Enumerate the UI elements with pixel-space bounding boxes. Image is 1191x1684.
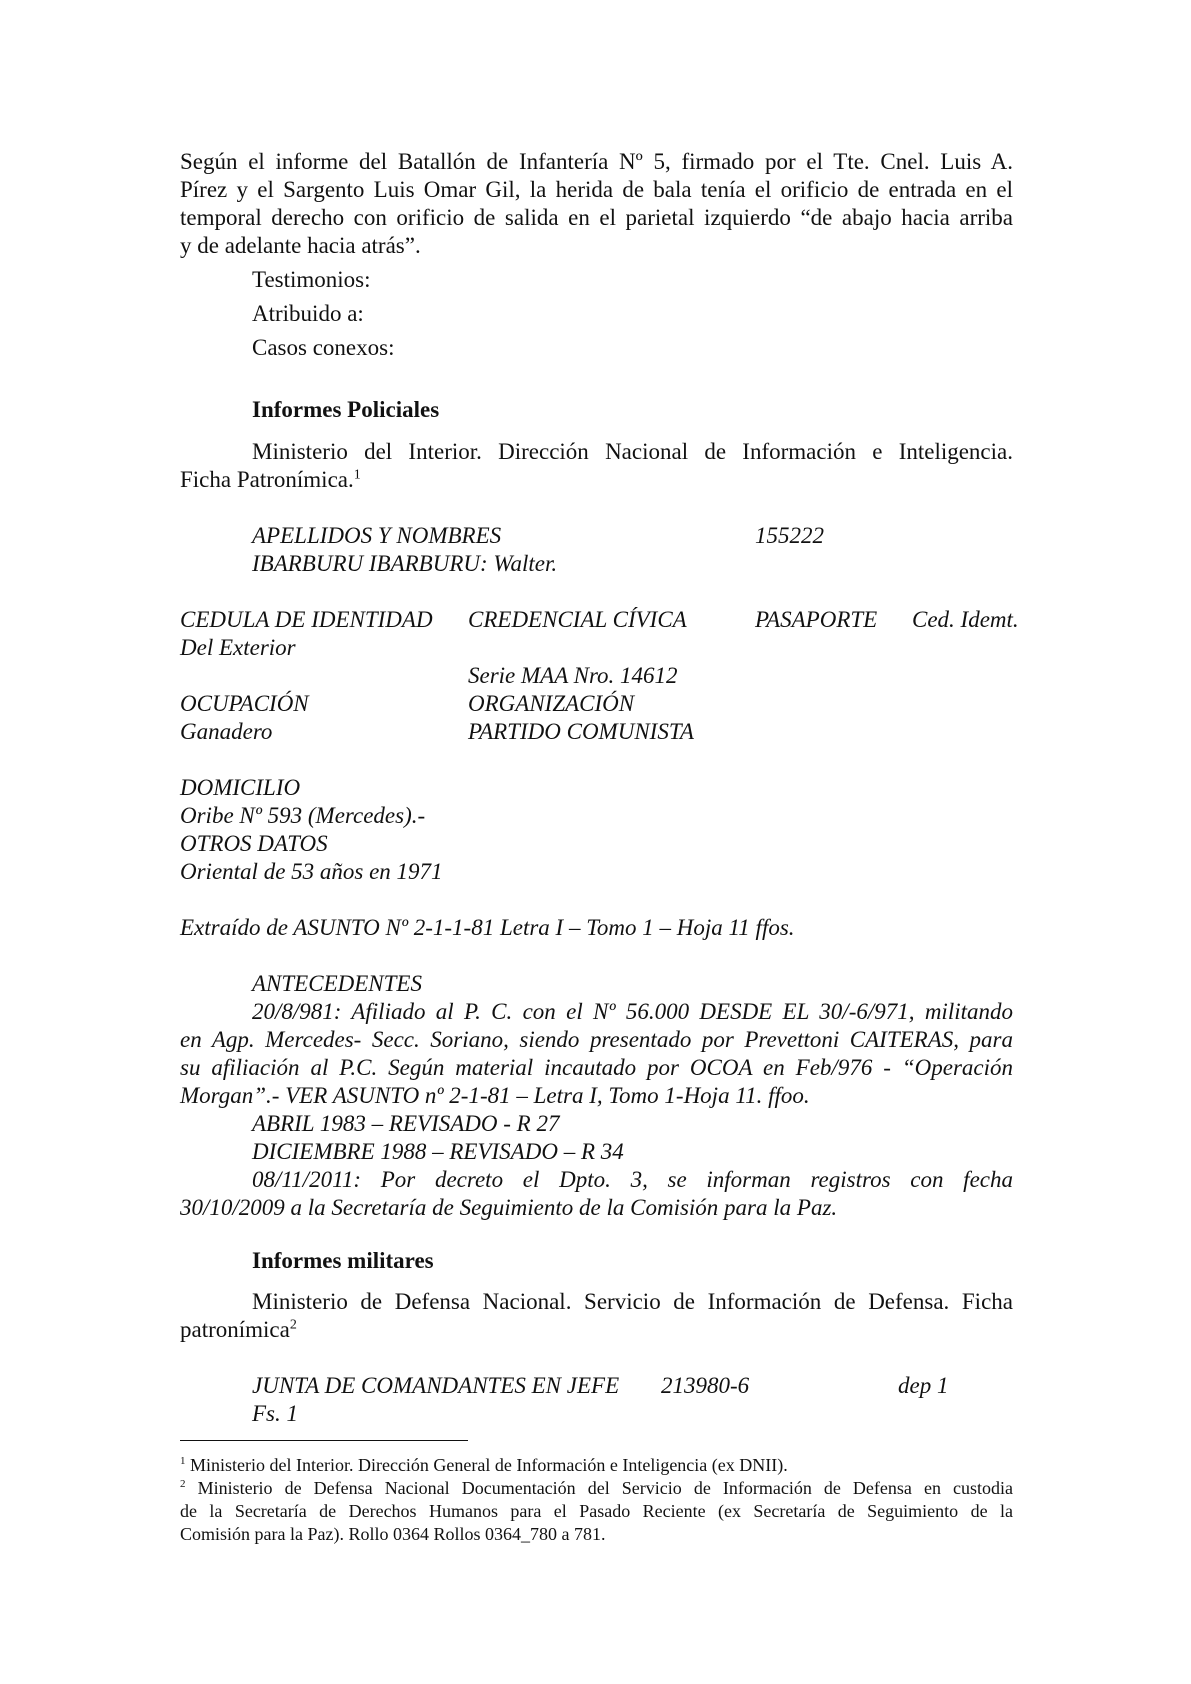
- organizacion-label: ORGANIZACIÓN: [468, 691, 635, 716]
- document-page: [180, 0, 1019, 1684]
- atribuido-label: Atribuido a:: [252, 301, 364, 326]
- footnote-1-mark: 1: [180, 1455, 186, 1467]
- footnote-2-line-2: de la Secretaría de Derechos Humanos para el Pasado Reciente (ex Secretaría de Seguimiento de la: [180, 1501, 1013, 1521]
- footnote-2-mark: 2: [180, 1478, 186, 1490]
- otros-datos-label: OTROS DATOS: [180, 831, 328, 856]
- policiales-intro-line-2: [180, 468, 361, 491]
- footnote-ref-1[interactable]: 1: [353, 467, 361, 483]
- organizacion-value: PARTIDO COMUNISTA: [468, 719, 694, 744]
- footnote-2-text-1: Ministerio de Defensa Nacional Documentación del Servicio de Información de Defensa en custodia: [197, 1478, 1013, 1498]
- otros-datos-value: Oriental de 53 años en 1971: [180, 859, 443, 884]
- casos-conexos-label: Casos conexos:: [252, 335, 395, 360]
- antecedentes-line-2: en Agp. Mercedes- Secc. Soriano, siendo presentado por Prevettoni CAITERAS, para: [180, 1027, 1013, 1052]
- militares-heading: Informes militares: [252, 1248, 434, 1273]
- intro-line-1: Según el informe del Batallón de Infantería Nº 5, firmado por el Tte. Cnel. Luis A.: [180, 149, 1013, 174]
- testimonios-label: Testimonios:: [252, 267, 371, 292]
- revisado-1983: ABRIL 1983 – REVISADO - R 27: [252, 1111, 560, 1136]
- credencial-label: CREDENCIAL CÍVICA: [468, 607, 687, 632]
- footnote-1: [180, 1456, 788, 1474]
- junta-label: JUNTA DE COMANDANTES EN JEFE: [252, 1373, 620, 1398]
- decreto-line-2: 30/10/2009 a la Secretaría de Seguimiento de la Comisión para la Paz.: [180, 1195, 838, 1220]
- ocupacion-value: Ganadero: [180, 719, 273, 744]
- ced-idemt-label: Ced. Idemt.: [912, 607, 1019, 632]
- antecedentes-line-3: su afiliación al P.C. Según material incautado por OCOA en Feb/976 - “Operación: [180, 1055, 1013, 1080]
- intro-line-4: y de adelante hacia atrás”.: [180, 233, 421, 258]
- junta-number: 213980-6: [661, 1373, 750, 1398]
- extraido-line: Extraído de ASUNTO Nº 2-1-1-81 Letra I – Tomo 1 – Hoja 11 ffos.: [180, 915, 795, 940]
- footnote-separator: [180, 1440, 468, 1441]
- person-name: IBARBURU IBARBURU: Walter.: [252, 551, 558, 576]
- footnote-ref-2[interactable]: 2: [289, 1317, 297, 1333]
- militares-intro-line-2: [180, 1318, 297, 1341]
- footnote-2-line-1: [180, 1479, 1013, 1497]
- antecedentes-line-1: 20/8/981: Afiliado al P. C. con el Nº 56.000 DESDE EL 30/-6/971, militando: [252, 999, 1013, 1024]
- policiales-heading: Informes Policiales: [252, 397, 440, 422]
- domicilio-label: DOMICILIO: [180, 775, 301, 800]
- ficha-number: 155222: [755, 523, 824, 548]
- apellidos-label: APELLIDOS Y NOMBRES: [252, 523, 502, 548]
- intro-line-2: Pírez y el Sargento Luis Omar Gil, la herida de bala tenía el orificio de entrada en el: [180, 177, 1013, 202]
- militares-intro-line-1: Ministerio de Defensa Nacional. Servicio de Información de Defensa. Ficha: [252, 1289, 1013, 1314]
- ficha-patronimica-text: Ficha Patronímica.: [180, 467, 354, 492]
- antecedentes-label: ANTECEDENTES: [252, 971, 422, 996]
- del-exterior-label: Del Exterior: [180, 635, 296, 660]
- intro-line-3: temporal derecho con orificio de salida en el parietal izquierdo “de abajo hacia arriba: [180, 205, 1013, 230]
- pasaporte-label: PASAPORTE: [755, 607, 878, 632]
- domicilio-value: Oribe Nº 593 (Mercedes).-: [180, 803, 426, 828]
- credencial-value: Serie MAA Nro. 14612: [468, 663, 678, 688]
- decreto-line-1: 08/11/2011: Por decreto el Dpto. 3, se informan registros con fecha: [252, 1167, 1013, 1192]
- revisado-1988: DICIEMBRE 1988 – REVISADO – R 34: [252, 1139, 624, 1164]
- footnote-1-text: Ministerio del Interior. Dirección General de Información e Inteligencia (ex DNII).: [190, 1455, 788, 1475]
- patronimica-text: patronímica: [180, 1317, 290, 1342]
- cedula-label: CEDULA DE IDENTIDAD: [180, 607, 433, 632]
- policiales-intro-line-1: Ministerio del Interior. Dirección Nacional de Información e Inteligencia.: [252, 439, 1013, 464]
- fs-label: Fs. 1: [252, 1401, 298, 1426]
- footnote-2-line-3: Comisión para la Paz). Rollo 0364 Rollos 0364_780 a 781.: [180, 1524, 606, 1544]
- dep-label: dep 1: [898, 1373, 949, 1398]
- ocupacion-label: OCUPACIÓN: [180, 691, 309, 716]
- antecedentes-line-4: Morgan”.- VER ASUNTO nº 2-1-81 – Letra I, Tomo 1-Hoja 11. ffoo.: [180, 1083, 810, 1108]
